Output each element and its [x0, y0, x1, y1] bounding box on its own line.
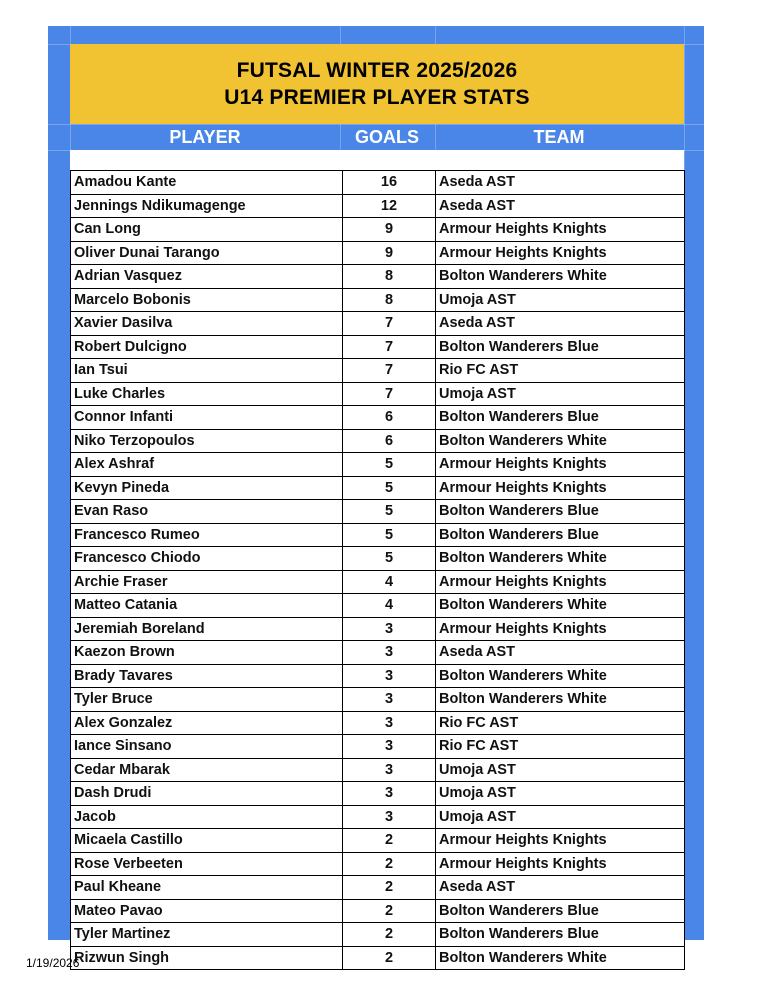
goals-cell: 2 [343, 923, 436, 946]
team-cell: Aseda AST [436, 312, 685, 335]
table-row [71, 500, 685, 524]
player-name-cell: Matteo Catania [71, 594, 343, 617]
goals-cell: 3 [343, 618, 436, 641]
player-name-cell: Paul Kheane [71, 876, 343, 899]
team-cell: Umoja AST [436, 759, 685, 782]
player-name-cell: Kevyn Pineda [71, 477, 343, 500]
table-row [71, 359, 685, 383]
team-cell: Bolton Wanderers Blue [436, 336, 685, 359]
team-cell: Armour Heights Knights [436, 853, 685, 876]
team-cell: Bolton Wanderers White [436, 947, 685, 970]
player-name-cell: Micaela Castillo [71, 829, 343, 852]
goals-cell: 8 [343, 289, 436, 312]
header-player: PLAYER [169, 126, 241, 147]
table-row [71, 383, 685, 407]
goals-cell: 4 [343, 571, 436, 594]
goals-cell: 2 [343, 829, 436, 852]
goals-cell: 3 [343, 712, 436, 735]
table-row [71, 853, 685, 877]
player-name-cell: Kaezon Brown [71, 641, 343, 664]
player-name-cell: Tyler Martinez [71, 923, 343, 946]
table-row [71, 900, 685, 924]
player-name-cell: Ian Tsui [71, 359, 343, 382]
player-name-cell: Amadou Kante [71, 171, 343, 194]
table-row [71, 524, 685, 548]
table-row [71, 477, 685, 501]
table-row [71, 594, 685, 618]
player-name-cell: Archie Fraser [71, 571, 343, 594]
goals-cell: 9 [343, 218, 436, 241]
table-row [71, 171, 685, 195]
player-name-cell: Brady Tavares [71, 665, 343, 688]
team-cell: Bolton Wanderers White [436, 430, 685, 453]
player-name-cell: Evan Raso [71, 500, 343, 523]
title-line-1: FUTSAL WINTER 2025/2026 [236, 59, 518, 82]
player-name-cell: Dash Drudi [71, 782, 343, 805]
team-cell: Rio FC AST [436, 712, 685, 735]
player-name-cell: Francesco Rumeo [71, 524, 343, 547]
goals-cell: 7 [343, 336, 436, 359]
goals-cell: 4 [343, 594, 436, 617]
goals-cell: 3 [343, 806, 436, 829]
table-row [71, 430, 685, 454]
team-cell: Bolton Wanderers Blue [436, 923, 685, 946]
team-cell: Armour Heights Knights [436, 242, 685, 265]
table-row [71, 571, 685, 595]
table-row [71, 665, 685, 689]
team-cell: Armour Heights Knights [436, 571, 685, 594]
team-cell: Aseda AST [436, 171, 685, 194]
table-row [71, 782, 685, 806]
title-line-2: U14 PREMIER PLAYER STATS [224, 86, 530, 109]
table-row [71, 712, 685, 736]
goals-cell: 7 [343, 312, 436, 335]
table-row [71, 829, 685, 853]
table-row [71, 806, 685, 830]
table-row [71, 618, 685, 642]
team-cell: Aseda AST [436, 876, 685, 899]
player-name-cell: Robert Dulcigno [71, 336, 343, 359]
table-row [71, 453, 685, 477]
team-cell: Rio FC AST [436, 735, 685, 758]
team-cell: Umoja AST [436, 383, 685, 406]
goals-cell: 2 [343, 900, 436, 923]
team-cell: Bolton Wanderers Blue [436, 524, 685, 547]
team-cell: Bolton Wanderers Blue [436, 500, 685, 523]
player-name-cell: Jeremiah Boreland [71, 618, 343, 641]
goals-cell: 5 [343, 477, 436, 500]
goals-cell: 3 [343, 641, 436, 664]
player-name-cell: Adrian Vasquez [71, 265, 343, 288]
goals-cell: 16 [343, 171, 436, 194]
player-name-cell: Connor Infanti [71, 406, 343, 429]
table-row [71, 641, 685, 665]
goals-cell: 2 [343, 853, 436, 876]
table-row [71, 406, 685, 430]
header-team: TEAM [533, 126, 585, 147]
player-name-cell: Luke Charles [71, 383, 343, 406]
team-cell: Armour Heights Knights [436, 829, 685, 852]
table-row [71, 735, 685, 759]
player-name-cell: Oliver Dunai Tarango [71, 242, 343, 265]
goals-cell: 5 [343, 453, 436, 476]
column-header-row [70, 124, 684, 150]
player-stats-table [70, 170, 685, 970]
player-name-cell: Rizwun Singh [71, 947, 343, 970]
player-name-cell: Marcelo Bobonis [71, 289, 343, 312]
team-cell: Armour Heights Knights [436, 453, 685, 476]
goals-cell: 5 [343, 547, 436, 570]
table-row [71, 547, 685, 571]
table-row [71, 289, 685, 313]
team-cell: Bolton Wanderers Blue [436, 406, 685, 429]
goals-cell: 12 [343, 195, 436, 218]
stats-sheet [48, 26, 704, 966]
table-row [71, 312, 685, 336]
team-cell: Armour Heights Knights [436, 477, 685, 500]
table-row [71, 218, 685, 242]
team-cell: Bolton Wanderers White [436, 547, 685, 570]
player-name-cell: Jennings Ndikumagenge [71, 195, 343, 218]
player-name-cell: Jacob [71, 806, 343, 829]
goals-cell: 3 [343, 665, 436, 688]
player-name-cell: Francesco Chiodo [71, 547, 343, 570]
goals-cell: 7 [343, 383, 436, 406]
player-name-cell: Xavier Dasilva [71, 312, 343, 335]
goals-cell: 2 [343, 876, 436, 899]
header-goals: GOALS [354, 126, 419, 147]
team-cell: Umoja AST [436, 289, 685, 312]
goals-cell: 6 [343, 406, 436, 429]
player-name-cell: Cedar Mbarak [71, 759, 343, 782]
goals-cell: 6 [343, 430, 436, 453]
team-cell: Bolton Wanderers White [436, 665, 685, 688]
team-cell: Bolton Wanderers White [436, 594, 685, 617]
table-row [71, 876, 685, 900]
player-name-cell: Tyler Bruce [71, 688, 343, 711]
player-name-cell: Alex Gonzalez [71, 712, 343, 735]
title-banner [70, 44, 684, 124]
player-name-cell: Niko Terzopoulos [71, 430, 343, 453]
player-name-cell: Rose Verbeeten [71, 853, 343, 876]
table-row [71, 947, 685, 971]
goals-cell: 5 [343, 500, 436, 523]
player-name-cell: Iance Sinsano [71, 735, 343, 758]
player-name-cell: Alex Ashraf [71, 453, 343, 476]
team-cell: Armour Heights Knights [436, 218, 685, 241]
team-cell: Bolton Wanderers White [436, 688, 685, 711]
team-cell: Aseda AST [436, 195, 685, 218]
table-row [71, 265, 685, 289]
goals-cell: 3 [343, 688, 436, 711]
team-cell: Rio FC AST [436, 359, 685, 382]
table-row [71, 923, 685, 947]
team-cell: Armour Heights Knights [436, 618, 685, 641]
team-cell: Umoja AST [436, 782, 685, 805]
team-cell: Umoja AST [436, 806, 685, 829]
player-name-cell: Can Long [71, 218, 343, 241]
goals-cell: 3 [343, 782, 436, 805]
goals-cell: 8 [343, 265, 436, 288]
team-cell: Bolton Wanderers White [436, 265, 685, 288]
team-cell: Aseda AST [436, 641, 685, 664]
team-cell: Bolton Wanderers Blue [436, 900, 685, 923]
goals-cell: 5 [343, 524, 436, 547]
table-row [71, 242, 685, 266]
print-date: 1/19/2026 [26, 956, 80, 970]
table-row [71, 759, 685, 783]
goals-cell: 9 [343, 242, 436, 265]
table-row [71, 195, 685, 219]
goals-cell: 3 [343, 735, 436, 758]
player-name-cell: Mateo Pavao [71, 900, 343, 923]
table-row [71, 336, 685, 360]
table-row [71, 688, 685, 712]
blank-row [70, 150, 684, 170]
goals-cell: 7 [343, 359, 436, 382]
goals-cell: 3 [343, 759, 436, 782]
goals-cell: 2 [343, 947, 436, 970]
